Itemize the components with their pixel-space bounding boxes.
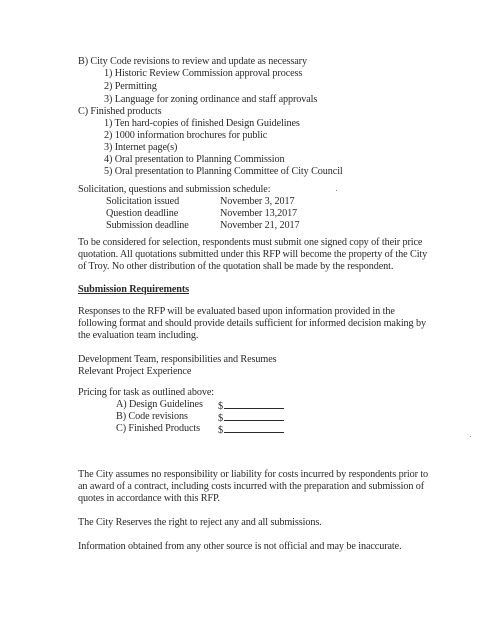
- section-c-item: 5) Oral presentation to Planning Committee of City Council: [104, 166, 343, 177]
- liability-paragraph-line: The City assumes no responsibility or liability for costs incurred by respondents prior to: [78, 469, 429, 480]
- section-b-item: 2) Permitting: [104, 81, 157, 92]
- pricing-label: C) Finished Products: [116, 423, 201, 434]
- schedule-date: November 13,2017: [220, 208, 298, 219]
- selection-paragraph-line: To be considered for selection, respondents must submit one signed copy of their price: [78, 237, 423, 248]
- scan-speck: [470, 436, 471, 437]
- pricing-blank: $: [218, 411, 284, 425]
- submission-line: Development Team, responsibilities and Resumes: [78, 354, 277, 365]
- scan-speck: [336, 190, 337, 191]
- selection-paragraph-line: quotation. All quotations submitted under this RFP will become the property of the City: [78, 249, 428, 260]
- schedule-label: Submission deadline: [106, 220, 189, 231]
- schedule-label: Question deadline: [106, 208, 179, 219]
- submission-requirements-heading: Submission Requirements: [78, 284, 190, 295]
- section-b-heading: B) City Code revisions to review and update as necessary: [78, 56, 307, 67]
- schedule-label: Solicitation issued: [106, 196, 180, 207]
- section-b-item: 3) Language for zoning ordinance and staff approvals: [104, 94, 318, 105]
- section-c-item: 4) Oral presentation to Planning Commission: [104, 154, 285, 165]
- submission-paragraph-line: following format and should provide details sufficient for informed decision making by: [78, 318, 426, 329]
- liability-paragraph-line: quotes in accordance with this RFP.: [78, 493, 220, 504]
- information-statement: Information obtained from any other source is not official and may be inaccurate.: [78, 541, 402, 552]
- schedule-date: November 3, 2017: [220, 196, 295, 207]
- selection-paragraph-line: of Troy. No other distribution of the quotation shall be made by the respondent.: [78, 261, 394, 272]
- schedule-date: November 21, 2017: [220, 220, 300, 231]
- schedule-intro: Solicitation, questions and submission schedule:: [78, 184, 271, 195]
- section-c-item: 1) Ten hard-copies of finished Design Guidelines: [104, 118, 300, 129]
- section-c-item: 3) Internet page(s): [104, 142, 178, 153]
- pricing-label: A) Design Guidelines: [116, 399, 203, 410]
- section-c-item: 2) 1000 information brochures for public: [104, 130, 268, 141]
- pricing-blank: $: [218, 399, 284, 413]
- submission-paragraph-line: the evaluation team including.: [78, 330, 199, 341]
- section-c-heading: C) Finished products: [78, 106, 162, 117]
- pricing-blank: $: [218, 423, 284, 437]
- pricing-label: B) Code revisions: [116, 411, 188, 422]
- submission-line: Relevant Project Experience: [78, 366, 192, 377]
- submission-paragraph-line: Responses to the RFP will be evaluated based upon information provided in the: [78, 306, 395, 317]
- reserves-statement: The City Reserves the right to reject any and all submissions.: [78, 517, 322, 528]
- pricing-intro: Pricing for task as outlined above:: [78, 387, 214, 398]
- liability-paragraph-line: an award of a contract, including costs incurred with the preparation and submission of: [78, 481, 425, 492]
- section-b-item: 1) Historic Review Commission approval process: [104, 68, 303, 79]
